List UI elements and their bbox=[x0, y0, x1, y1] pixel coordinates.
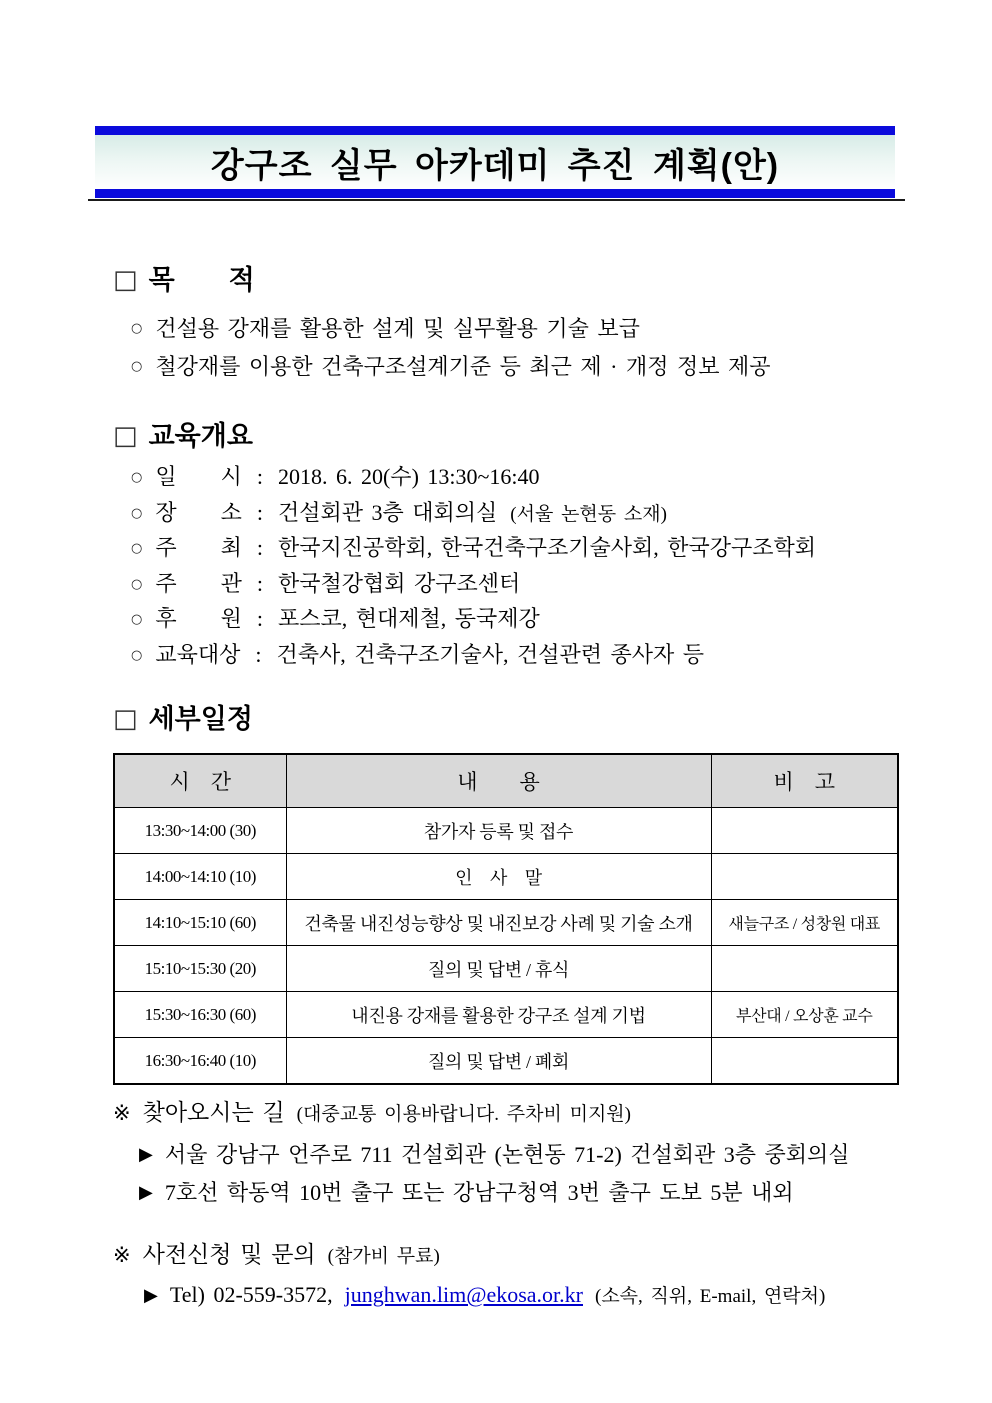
tel-label: Tel) 02-559-3572, bbox=[169, 1282, 333, 1307]
cell-time: 15:30~16:30 (60) bbox=[114, 992, 286, 1038]
arrow-bullet-icon: ▶ bbox=[139, 1144, 153, 1165]
banner-bottom-bar bbox=[95, 189, 895, 198]
circle-bullet-icon: ○ bbox=[131, 359, 143, 374]
cell-time: 15:10~15:30 (20) bbox=[114, 946, 286, 992]
circle-bullet-icon: ○ bbox=[131, 612, 143, 628]
cell-time: 14:00~14:10 (10) bbox=[114, 854, 286, 900]
list-item bbox=[131, 602, 829, 638]
arrow-bullet-icon: ▶ bbox=[144, 1285, 158, 1306]
title-banner bbox=[95, 126, 895, 198]
directions-item-text: 서울 강남구 언주로 711 건설회관 (논현동 71-2) 건설회관 3층 중회의실 bbox=[164, 1142, 850, 1167]
cell-remark bbox=[711, 1038, 898, 1085]
list-item bbox=[131, 496, 829, 532]
table-header-row bbox=[114, 754, 898, 808]
cell-time: 14:10~15:10 (60) bbox=[114, 900, 286, 946]
list-item bbox=[131, 638, 829, 674]
contact-tel-line bbox=[144, 1280, 825, 1312]
table-row bbox=[114, 992, 898, 1038]
schedule-heading bbox=[113, 703, 253, 735]
directions-item-text: 7호선 학동역 10번 출구 또는 강남구청역 3번 출구 도보 5분 내외 bbox=[164, 1180, 794, 1205]
overview-item-value: 포스코, 현대제철, 동국제강 bbox=[277, 606, 540, 631]
circle-bullet-icon: ○ bbox=[131, 541, 143, 557]
overview-item-colon: : bbox=[255, 641, 262, 667]
schedule-table bbox=[113, 753, 899, 1085]
contact-note: (소속, 직위, E-mail, 연락처) bbox=[595, 1286, 826, 1307]
cell-remark bbox=[711, 808, 898, 854]
overview-item-value: 건축사, 건축구조기술사, 건설관련 종사자 등 bbox=[276, 641, 705, 667]
cell-remark: 새늘구조 / 성창원 대표 bbox=[711, 900, 898, 946]
table-row bbox=[114, 808, 898, 854]
overview-item-label: 교육대상 bbox=[155, 641, 241, 667]
square-bullet-icon: □ bbox=[113, 704, 138, 734]
overview-item-label: 후 원 bbox=[155, 606, 242, 631]
overview-item-note: (서울 논현동 소재) bbox=[510, 503, 667, 525]
cell-content: 내진용 강재를 활용한 강구조 설계 기법 bbox=[286, 992, 711, 1038]
overview-item-colon: : bbox=[256, 570, 263, 596]
overview-item-colon: : bbox=[256, 464, 263, 489]
overview-item-value: 한국철강협회 강구조센터 bbox=[277, 570, 521, 596]
cell-remark bbox=[711, 946, 898, 992]
overview-list bbox=[131, 460, 829, 673]
cell-time: 16:30~16:40 (10) bbox=[114, 1038, 286, 1085]
cell-remark: 부산대 / 오상훈 교수 bbox=[711, 992, 898, 1038]
purpose-item-text: 철강재를 이용한 건축구조설계기준 등 최근 제 · 개정 정보 제공 bbox=[155, 354, 771, 379]
circle-bullet-icon: ○ bbox=[131, 505, 143, 521]
overview-item-value: 한국지진공학회, 한국건축구조기술사회, 한국강구조학회 bbox=[277, 535, 817, 560]
overview-item-label: 주 관 bbox=[155, 570, 242, 596]
directions-heading-label: 찾아오시는 길 bbox=[142, 1100, 285, 1125]
col-header-content: 내 용 bbox=[286, 754, 711, 808]
cell-content: 참가자 등록 및 접수 bbox=[286, 808, 711, 854]
table-row bbox=[114, 900, 898, 946]
circle-bullet-icon: ○ bbox=[131, 647, 143, 663]
table-row bbox=[114, 946, 898, 992]
banner-underline bbox=[88, 199, 905, 201]
table-row bbox=[114, 1038, 898, 1085]
banner-body bbox=[95, 135, 895, 189]
circle-bullet-icon: ○ bbox=[131, 576, 143, 592]
overview-item-value: 건설회관 3층 대회의실 bbox=[277, 499, 498, 525]
directions-heading-note: (대중교통 이용바랍니다. 주차비 미지원) bbox=[296, 1104, 631, 1125]
schedule-heading-label: 세부일정 bbox=[148, 704, 253, 734]
overview-heading bbox=[113, 420, 253, 452]
reference-mark-icon: ※ bbox=[113, 1243, 131, 1267]
square-bullet-icon: □ bbox=[113, 265, 138, 295]
cell-content: 질의 및 답변 / 휴식 bbox=[286, 946, 711, 992]
purpose-item-text: 건설용 강재를 활용한 설계 및 실무활용 기술 보급 bbox=[155, 316, 640, 341]
overview-heading-label: 교육개요 bbox=[148, 421, 253, 451]
directions-heading bbox=[113, 1098, 631, 1130]
contact-heading bbox=[113, 1240, 440, 1272]
circle-bullet-icon: ○ bbox=[131, 321, 143, 336]
purpose-heading-label: 목 적 bbox=[148, 265, 255, 295]
cell-remark bbox=[711, 854, 898, 900]
overview-item-label: 일 시 bbox=[155, 464, 242, 489]
cell-time: 13:30~14:00 (30) bbox=[114, 808, 286, 854]
list-item bbox=[131, 531, 829, 567]
overview-item-label: 주 최 bbox=[155, 535, 242, 560]
banner-top-bar bbox=[95, 126, 895, 135]
list-item bbox=[131, 567, 829, 603]
circle-bullet-icon: ○ bbox=[131, 470, 143, 486]
contact-heading-note: (참가비 무료) bbox=[327, 1246, 440, 1267]
arrow-bullet-icon: ▶ bbox=[139, 1182, 153, 1203]
col-header-remark: 비 고 bbox=[711, 754, 898, 808]
purpose-heading bbox=[113, 264, 255, 296]
col-header-time: 시 간 bbox=[114, 754, 286, 808]
overview-item-label: 장 소 bbox=[155, 499, 242, 525]
table-row bbox=[114, 854, 898, 900]
overview-item-colon: : bbox=[256, 535, 263, 560]
directions-item bbox=[139, 1140, 850, 1170]
email-link[interactable]: junghwan.lim@ekosa.or.kr bbox=[344, 1282, 583, 1307]
overview-item-value: 2018. 6. 20(수) 13:30~16:40 bbox=[277, 464, 540, 489]
directions-item bbox=[139, 1178, 794, 1208]
list-item bbox=[131, 460, 829, 496]
page-title: 강구조 실무 아카데미 추진 계획(안) bbox=[210, 146, 780, 185]
overview-item-colon: : bbox=[256, 499, 263, 525]
purpose-item bbox=[131, 349, 770, 385]
purpose-item bbox=[131, 311, 640, 347]
cell-content: 질의 및 답변 / 폐회 bbox=[286, 1038, 711, 1085]
square-bullet-icon: □ bbox=[113, 421, 138, 451]
reference-mark-icon: ※ bbox=[113, 1101, 131, 1125]
cell-content: 인 사 말 bbox=[286, 854, 711, 900]
overview-item-colon: : bbox=[256, 606, 263, 631]
cell-content: 건축물 내진성능향상 및 내진보강 사례 및 기술 소개 bbox=[286, 900, 711, 946]
contact-heading-label: 사전신청 및 문의 bbox=[142, 1242, 316, 1267]
